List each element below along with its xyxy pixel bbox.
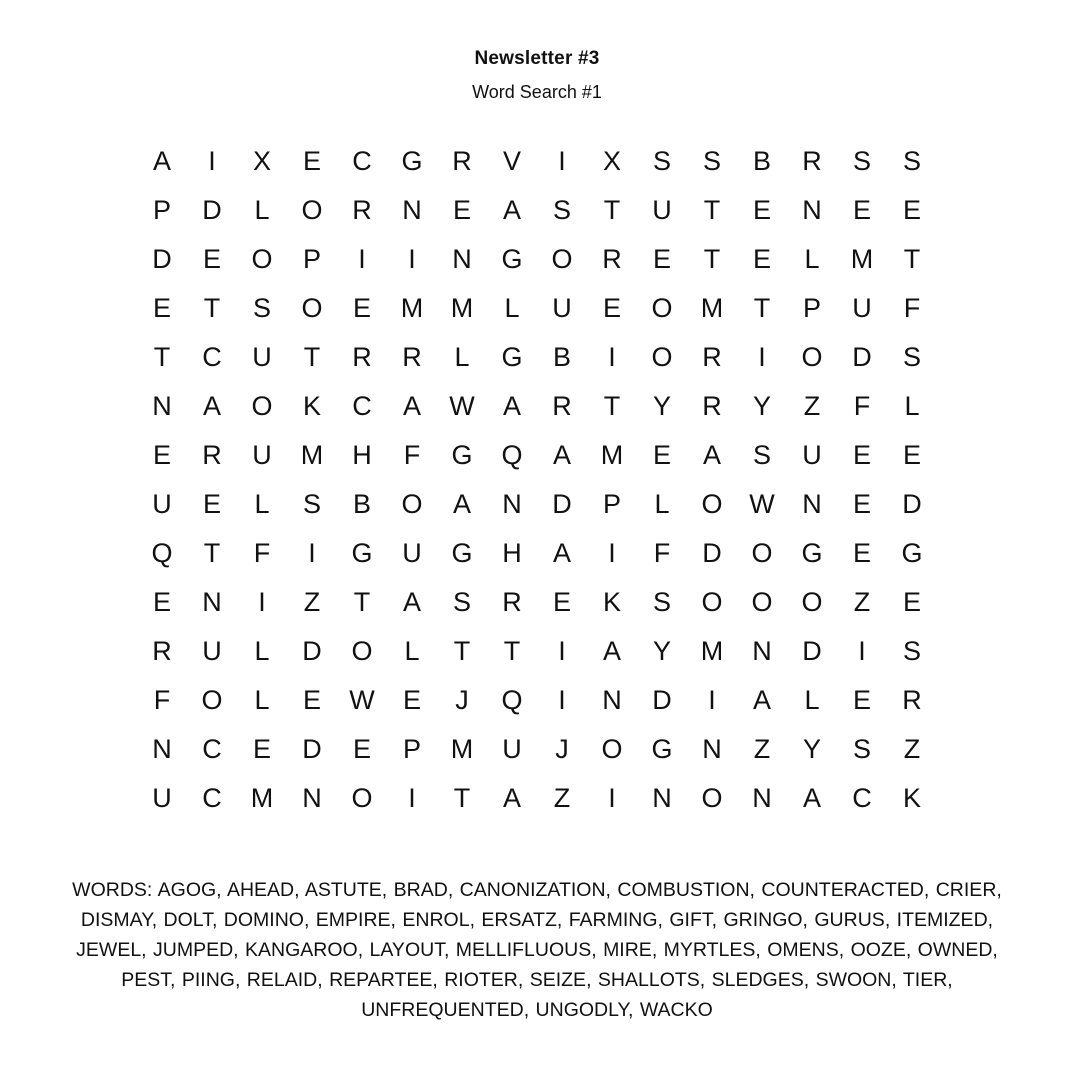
letter-cell[interactable]: Y (802, 734, 821, 764)
letter-cell[interactable]: R (552, 391, 572, 421)
letter-grid (137, 137, 937, 823)
letter-cell[interactable]: C (352, 146, 372, 176)
letter-cell[interactable]: S (552, 195, 571, 225)
letter-cell[interactable]: V (502, 146, 521, 176)
letter-cell[interactable]: E (302, 146, 321, 176)
letter-grid-row (137, 382, 937, 431)
letter-cell[interactable]: E (602, 293, 621, 323)
letter-cell[interactable]: A (152, 146, 171, 176)
letter-cell[interactable]: O (701, 783, 723, 813)
letter-cell[interactable]: M (250, 783, 274, 813)
letter-cell[interactable]: L (254, 685, 270, 715)
letter-cell[interactable]: E (852, 538, 871, 568)
letter-cell[interactable]: X (602, 146, 621, 176)
letter-cell[interactable]: D (302, 734, 322, 764)
letter-cell[interactable]: P (402, 734, 421, 764)
letter-grid-row (137, 333, 937, 382)
letter-cell[interactable]: M (450, 734, 474, 764)
letter-cell[interactable]: N (802, 195, 822, 225)
letter-cell[interactable]: M (850, 244, 874, 274)
letter-cell[interactable]: R (202, 440, 222, 470)
letter-cell[interactable]: O (401, 489, 423, 519)
letter-cell[interactable]: Z (903, 734, 921, 764)
letter-cell[interactable]: F (253, 538, 271, 568)
letter-cell[interactable]: Q (501, 685, 523, 715)
letter-cell[interactable]: E (452, 195, 471, 225)
letter-cell[interactable]: Z (753, 734, 771, 764)
letter-cell[interactable]: S (852, 146, 871, 176)
letter-cell[interactable]: O (801, 342, 823, 372)
letter-cell[interactable]: L (254, 489, 270, 519)
letter-cell[interactable]: P (602, 489, 621, 519)
letter-cell[interactable]: J (555, 734, 569, 764)
letter-cell[interactable]: E (302, 685, 321, 715)
letter-cell[interactable]: T (703, 244, 721, 274)
letter-cell[interactable]: O (751, 587, 773, 617)
letter-cell[interactable]: I (308, 538, 316, 568)
letter-cell[interactable]: S (302, 489, 321, 519)
letter-cell[interactable]: T (753, 293, 771, 323)
letter-cell[interactable]: M (400, 293, 424, 323)
letter-cell[interactable]: M (600, 440, 624, 470)
letter-cell[interactable]: W (349, 685, 375, 715)
letter-cell[interactable]: H (502, 538, 522, 568)
letter-cell[interactable]: Y (652, 391, 671, 421)
letter-cell[interactable]: D (902, 489, 922, 519)
letter-cell[interactable]: G (501, 342, 523, 372)
letter-cell[interactable]: C (202, 342, 222, 372)
letter-cell[interactable]: I (558, 636, 566, 666)
letter-cell[interactable]: E (902, 587, 921, 617)
letter-cell[interactable]: F (153, 685, 171, 715)
letter-grid-row (137, 578, 937, 627)
letter-cell[interactable]: R (702, 342, 722, 372)
letter-cell[interactable]: N (652, 783, 672, 813)
letter-grid-row (137, 676, 937, 725)
letter-cell[interactable]: N (702, 734, 722, 764)
letter-cell[interactable]: F (903, 293, 921, 323)
letter-cell[interactable]: U (252, 440, 272, 470)
letter-cell[interactable]: J (455, 685, 469, 715)
letter-cell[interactable]: A (402, 391, 421, 421)
letter-cell[interactable]: U (402, 538, 422, 568)
letter-cell[interactable]: D (302, 636, 322, 666)
letter-cell[interactable]: Z (853, 587, 871, 617)
letter-cell[interactable]: E (752, 244, 771, 274)
letter-cell[interactable]: L (904, 391, 920, 421)
letter-cell[interactable]: D (852, 342, 872, 372)
letter-cell[interactable]: C (852, 783, 872, 813)
letter-cell[interactable]: O (301, 195, 323, 225)
letter-cell[interactable]: E (852, 489, 871, 519)
letter-grid-row (137, 529, 937, 578)
letter-cell[interactable]: C (202, 783, 222, 813)
letter-cell[interactable]: R (352, 342, 372, 372)
letter-cell[interactable]: N (402, 195, 422, 225)
letter-cell[interactable]: F (653, 538, 671, 568)
letter-cell[interactable]: N (152, 734, 172, 764)
letter-cell[interactable]: R (452, 146, 472, 176)
letter-cell[interactable]: E (402, 685, 421, 715)
letter-cell[interactable]: I (858, 636, 866, 666)
letter-cell[interactable]: B (752, 146, 771, 176)
letter-grid-row (137, 137, 937, 186)
letter-cell[interactable]: Y (652, 636, 671, 666)
letter-cell[interactable]: I (408, 244, 416, 274)
letter-grid-row (137, 186, 937, 235)
letter-cell[interactable]: A (552, 538, 571, 568)
letter-cell[interactable]: N (202, 587, 222, 617)
letter-cell[interactable]: S (252, 293, 271, 323)
letter-cell[interactable]: T (203, 293, 221, 323)
letter-cell[interactable]: O (201, 685, 223, 715)
letter-cell[interactable]: A (552, 440, 571, 470)
letter-cell[interactable]: I (558, 685, 566, 715)
letter-cell[interactable]: R (352, 195, 372, 225)
letter-cell[interactable]: D (152, 244, 172, 274)
letter-cell[interactable]: T (603, 195, 621, 225)
letter-cell[interactable]: T (303, 342, 321, 372)
letter-cell[interactable]: G (451, 440, 473, 470)
letter-cell[interactable]: O (651, 293, 673, 323)
letter-cell[interactable]: C (202, 734, 222, 764)
letter-cell[interactable]: R (602, 244, 622, 274)
letter-cell[interactable]: A (502, 195, 521, 225)
letter-cell[interactable]: I (408, 783, 416, 813)
letter-cell[interactable]: L (254, 636, 270, 666)
letter-cell[interactable]: N (502, 489, 522, 519)
letter-cell[interactable]: Z (803, 391, 821, 421)
letter-grid-row (137, 431, 937, 480)
letter-cell[interactable]: G (351, 538, 373, 568)
letter-cell[interactable]: L (804, 685, 820, 715)
letter-cell[interactable]: M (450, 293, 474, 323)
letter-cell[interactable]: D (202, 195, 222, 225)
letter-cell[interactable]: E (652, 244, 671, 274)
letter-cell[interactable]: E (852, 195, 871, 225)
letter-cell[interactable]: E (652, 440, 671, 470)
letter-cell[interactable]: G (901, 538, 923, 568)
letter-cell[interactable]: M (700, 636, 724, 666)
letter-cell[interactable]: O (251, 391, 273, 421)
letter-cell[interactable]: X (252, 146, 271, 176)
letter-cell[interactable]: N (752, 783, 772, 813)
letter-cell[interactable]: O (551, 244, 573, 274)
letter-cell[interactable]: R (702, 391, 722, 421)
letter-cell[interactable]: L (454, 342, 470, 372)
letter-cell[interactable]: D (702, 538, 722, 568)
letter-cell[interactable]: D (552, 489, 572, 519)
letter-cell[interactable]: K (902, 783, 921, 813)
letter-cell[interactable]: O (701, 489, 723, 519)
letter-cell[interactable]: N (152, 391, 172, 421)
letter-cell[interactable]: T (903, 244, 921, 274)
letter-cell[interactable]: I (758, 342, 766, 372)
letter-cell[interactable]: M (700, 293, 724, 323)
letter-cell[interactable]: E (152, 293, 171, 323)
letter-cell[interactable]: O (651, 342, 673, 372)
letter-cell[interactable]: O (301, 293, 323, 323)
letter-cell[interactable]: O (251, 244, 273, 274)
letter-cell[interactable]: E (852, 685, 871, 715)
letter-cell[interactable]: I (708, 685, 716, 715)
letter-cell[interactable]: S (852, 734, 871, 764)
letter-cell[interactable]: P (802, 293, 821, 323)
letter-cell[interactable]: I (608, 783, 616, 813)
letter-cell[interactable]: T (603, 391, 621, 421)
letter-cell[interactable]: B (352, 489, 371, 519)
letter-cell[interactable]: U (502, 734, 522, 764)
letter-cell[interactable]: O (801, 587, 823, 617)
letter-cell[interactable]: T (353, 587, 371, 617)
letter-cell[interactable]: R (802, 146, 822, 176)
letter-cell[interactable]: E (752, 195, 771, 225)
letter-cell[interactable]: E (902, 440, 921, 470)
letter-cell[interactable]: U (252, 342, 272, 372)
letter-cell[interactable]: M (300, 440, 324, 470)
letter-cell[interactable]: H (352, 440, 372, 470)
letter-cell[interactable]: A (502, 391, 521, 421)
letter-cell[interactable]: L (654, 489, 670, 519)
letter-cell[interactable]: A (452, 489, 471, 519)
letter-cell[interactable]: G (501, 244, 523, 274)
page-subtitle: Word Search #1 (472, 82, 602, 102)
letter-cell[interactable]: F (403, 440, 421, 470)
letter-cell[interactable]: N (302, 783, 322, 813)
letter-cell[interactable]: E (552, 587, 571, 617)
letter-cell[interactable]: I (608, 342, 616, 372)
letter-cell[interactable]: D (802, 636, 822, 666)
letter-cell[interactable]: R (502, 587, 522, 617)
letter-cell[interactable]: P (302, 244, 321, 274)
letter-cell[interactable]: O (351, 636, 373, 666)
letter-grid-container (40, 137, 1034, 823)
letter-cell[interactable]: I (208, 146, 216, 176)
letter-cell[interactable]: O (751, 538, 773, 568)
page-title: Newsletter #3 (474, 48, 600, 69)
letter-cell[interactable]: A (602, 636, 621, 666)
letter-cell[interactable]: Y (752, 391, 771, 421)
letter-cell[interactable]: S (752, 440, 771, 470)
letter-cell[interactable]: A (752, 685, 771, 715)
letter-cell[interactable]: S (652, 587, 671, 617)
letter-cell[interactable]: S (902, 342, 921, 372)
letter-cell[interactable]: K (302, 391, 321, 421)
letter-cell[interactable]: O (701, 587, 723, 617)
letter-cell[interactable]: E (152, 587, 171, 617)
letter-cell[interactable]: G (401, 146, 423, 176)
letter-cell[interactable]: S (452, 587, 471, 617)
letter-cell[interactable]: C (352, 391, 372, 421)
letter-cell[interactable]: B (552, 342, 571, 372)
letter-cell[interactable]: I (558, 146, 566, 176)
letter-cell[interactable]: Q (151, 538, 173, 568)
letter-cell[interactable]: R (402, 342, 422, 372)
letter-cell[interactable]: Z (303, 587, 321, 617)
letter-grid-row (137, 480, 937, 529)
letter-grid-row (137, 725, 937, 774)
word-list: WORDS: AGOG, AHEAD, ASTUTE, BRAD, CANONIZATION, COMBUSTION, COUNTERACTED, CRIER, DISMAY, DOLT, DOMINO, EMPIRE, ENROL, ERSATZ, FARMING, GIFT, GRINGO, GURUS, ITEMIZED, JEWEL, JUMPED, KANGAROO, LAYOUT, MELLIFLUOUS, MIRE, MYRTLES, OMENS, OOZE, OWNED, PEST, PIING, RELAID, REPARTEE, RIOTER, SEIZE, SHALLOTS, SLEDGES, SWOON, TIER, UNFREQUENTED, UNGODLY, WACKO (72, 879, 1002, 1021)
letter-cell[interactable]: I (258, 587, 266, 617)
letter-cell[interactable]: I (358, 244, 366, 274)
letter-cell[interactable]: E (852, 440, 871, 470)
letter-cell[interactable]: E (252, 734, 271, 764)
letter-cell[interactable]: A (202, 391, 221, 421)
letter-cell[interactable]: L (254, 195, 270, 225)
letter-cell[interactable]: E (202, 244, 221, 274)
letter-cell[interactable]: S (902, 636, 921, 666)
letter-cell[interactable]: Q (501, 440, 523, 470)
letter-grid-row (137, 774, 937, 823)
letter-cell[interactable]: U (152, 489, 172, 519)
letter-cell[interactable]: T (453, 636, 471, 666)
letter-cell[interactable]: E (152, 440, 171, 470)
letter-cell[interactable]: F (853, 391, 871, 421)
letter-grid-row (137, 627, 937, 676)
letter-cell[interactable]: G (451, 538, 473, 568)
letter-cell[interactable]: A (702, 440, 721, 470)
letter-grid-row (137, 284, 937, 333)
letter-cell[interactable]: E (352, 293, 371, 323)
letter-cell[interactable]: S (702, 146, 721, 176)
letter-cell[interactable]: P (152, 195, 171, 225)
letter-cell[interactable]: T (503, 636, 521, 666)
letter-cell[interactable]: E (902, 195, 921, 225)
letter-cell[interactable]: A (802, 783, 821, 813)
letter-cell[interactable]: Z (553, 783, 571, 813)
letter-cell[interactable]: R (152, 636, 172, 666)
letter-cell[interactable]: R (902, 685, 922, 715)
letter-cell[interactable]: D (652, 685, 672, 715)
letter-cell[interactable]: E (352, 734, 371, 764)
letter-cell[interactable]: T (453, 783, 471, 813)
letter-cell[interactable]: S (652, 146, 671, 176)
letter-cell[interactable]: T (203, 538, 221, 568)
letter-grid-row (137, 235, 937, 284)
letter-cell[interactable]: K (602, 587, 621, 617)
letter-cell[interactable]: O (351, 783, 373, 813)
letter-cell[interactable]: O (601, 734, 623, 764)
letter-cell[interactable]: A (502, 783, 521, 813)
letter-cell[interactable]: N (452, 244, 472, 274)
letter-cell[interactable]: U (202, 636, 222, 666)
letter-cell[interactable]: I (608, 538, 616, 568)
letter-cell[interactable]: U (852, 293, 872, 323)
letter-cell[interactable]: G (651, 734, 673, 764)
letter-cell[interactable]: U (652, 195, 672, 225)
letter-cell[interactable]: E (202, 489, 221, 519)
letter-cell[interactable]: A (402, 587, 421, 617)
letter-cell[interactable]: N (602, 685, 622, 715)
letter-cell[interactable]: L (804, 244, 820, 274)
letter-cell[interactable]: L (504, 293, 520, 323)
letter-cell[interactable]: T (703, 195, 721, 225)
letter-cell[interactable]: U (152, 783, 172, 813)
letter-cell[interactable]: N (752, 636, 772, 666)
letter-cell[interactable]: W (449, 391, 475, 421)
letter-cell[interactable]: N (802, 489, 822, 519)
letter-grid-body (137, 137, 937, 823)
letter-cell[interactable]: W (749, 489, 775, 519)
letter-cell[interactable]: L (404, 636, 420, 666)
letter-cell[interactable]: G (801, 538, 823, 568)
letter-cell[interactable]: S (902, 146, 921, 176)
letter-cell[interactable]: U (802, 440, 822, 470)
letter-cell[interactable]: U (552, 293, 572, 323)
letter-cell[interactable]: T (153, 342, 171, 372)
